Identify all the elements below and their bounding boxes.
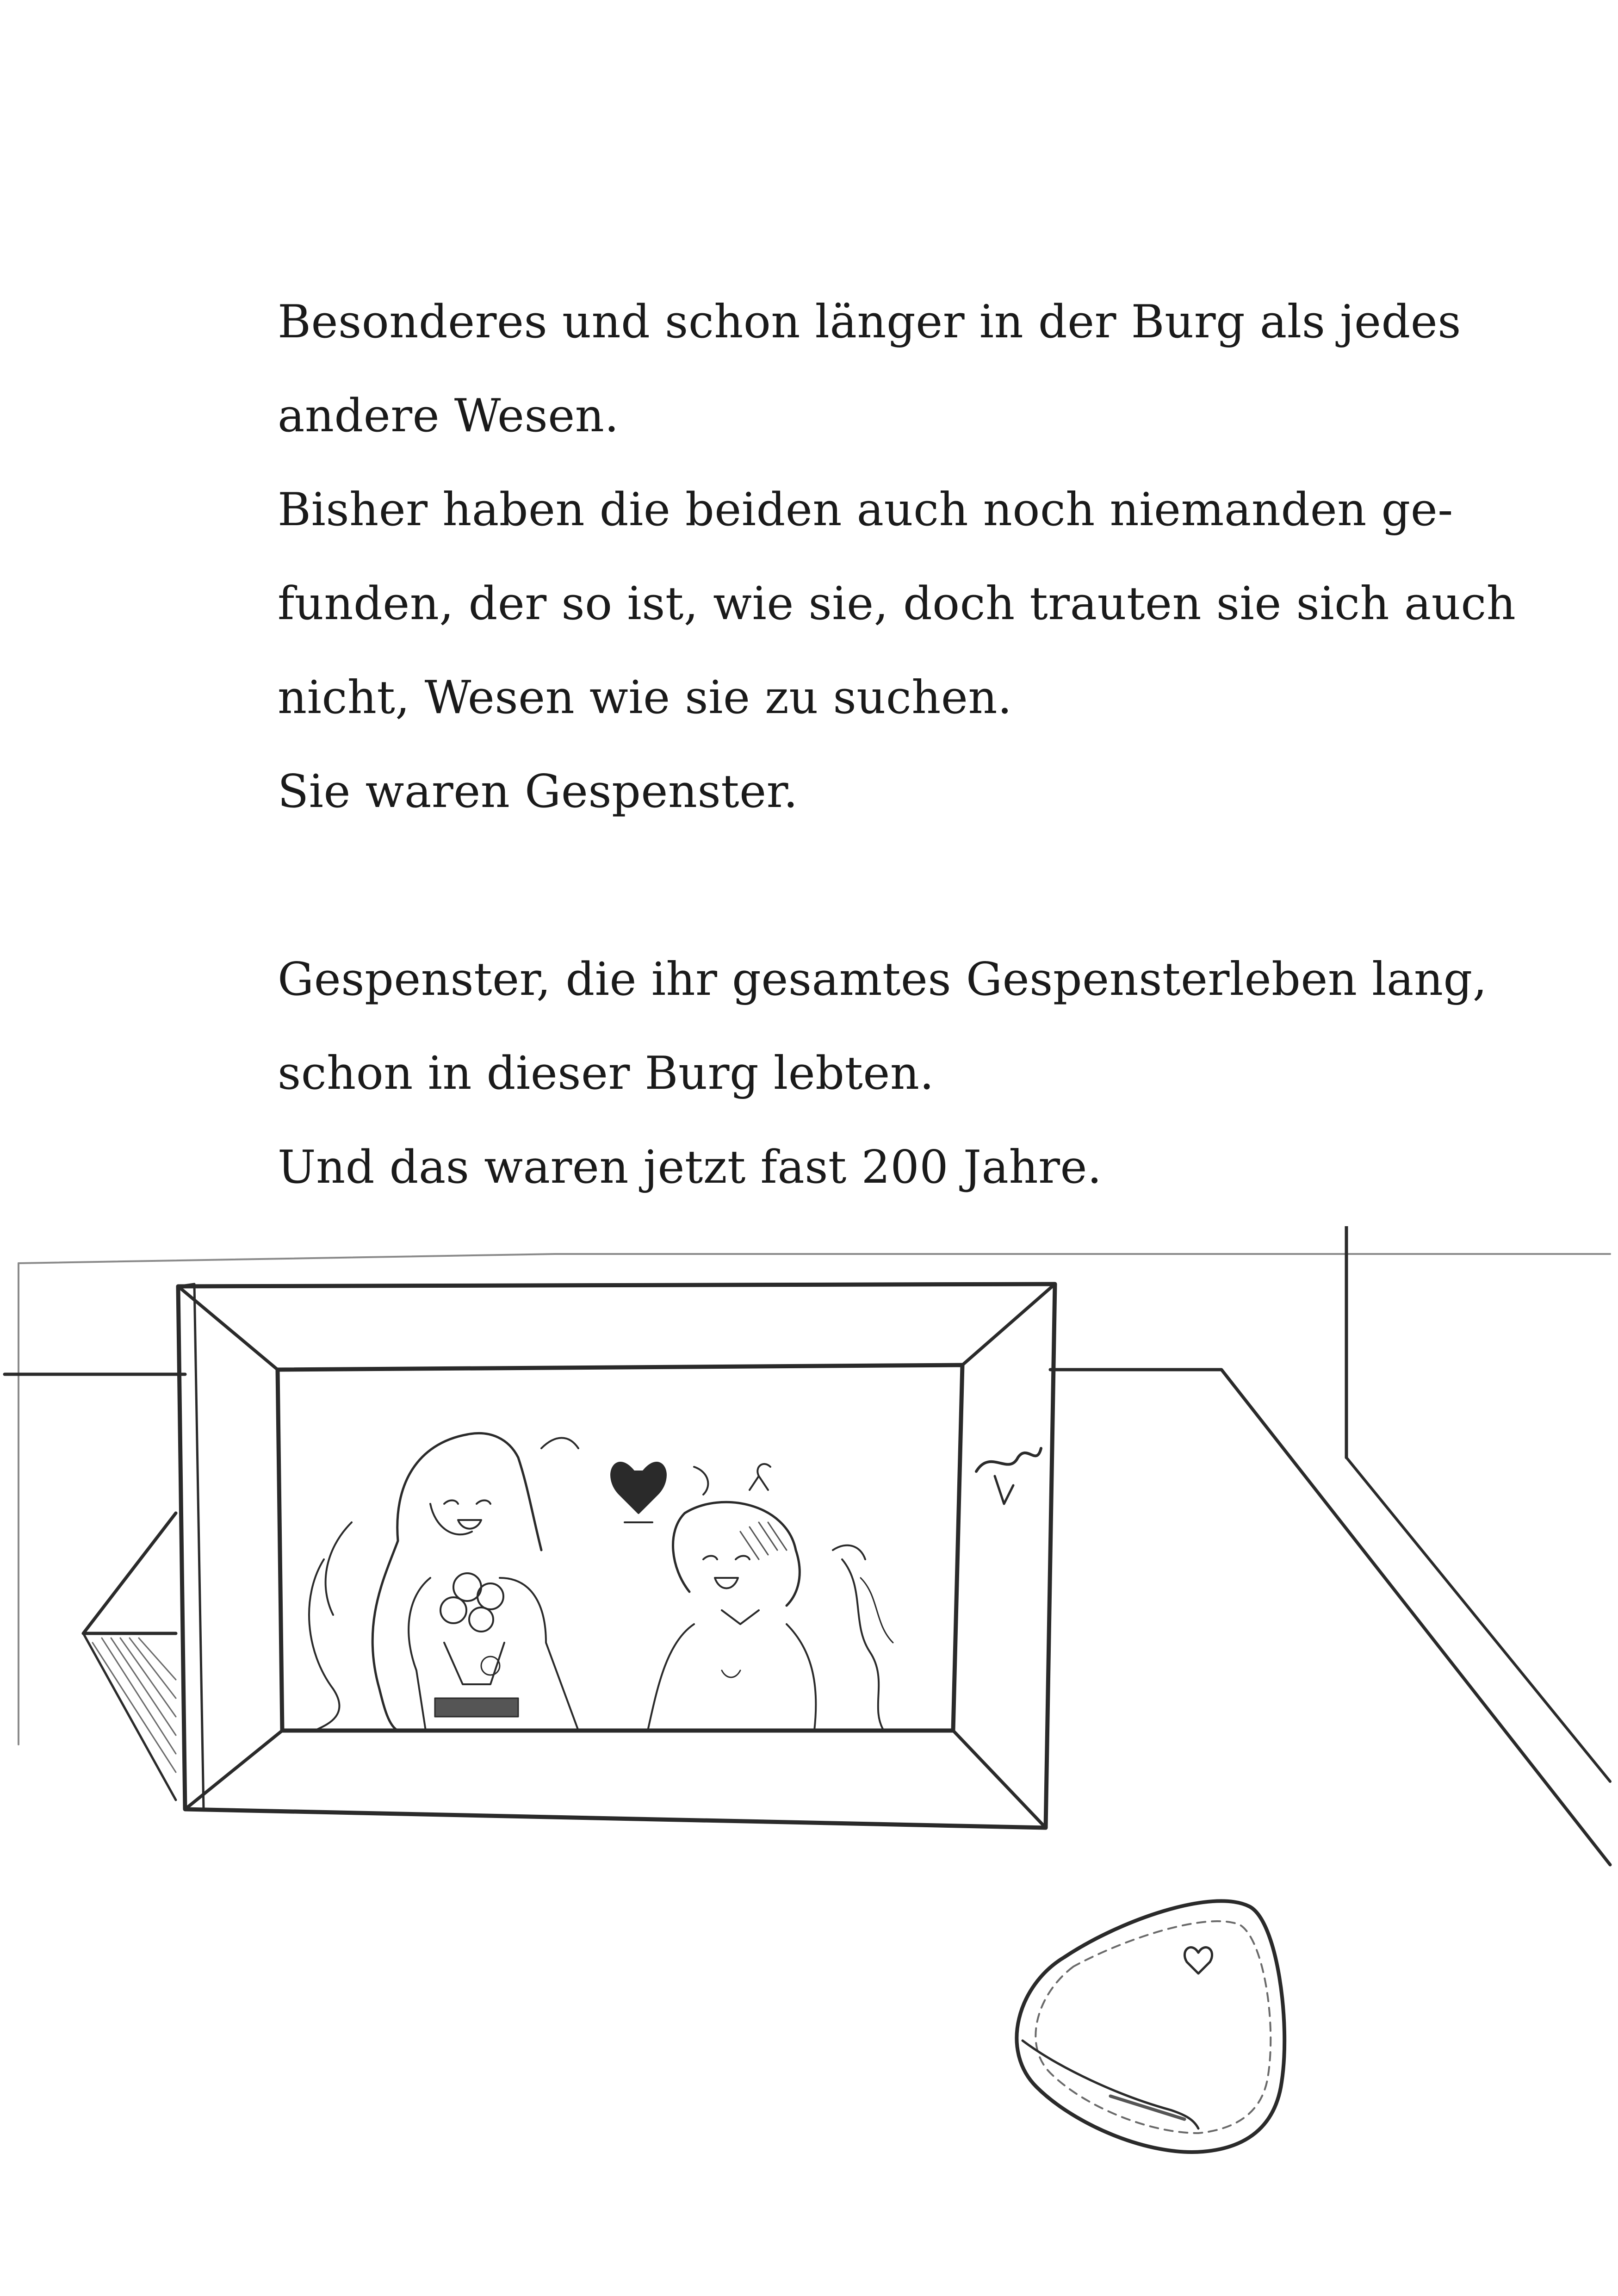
- story-line: Bisher haben die beiden auch noch niemanden ge-: [278, 484, 1453, 536]
- story-text: [278, 275, 1516, 1215]
- story-line: Sie waren Gespenster.: [278, 765, 798, 818]
- ghost-couple-drawing: [309, 1433, 893, 1731]
- story-line: schon in dieser Burg lebten.: [278, 1047, 935, 1100]
- illustration: [0, 1226, 1618, 2296]
- room-lines: [5, 1226, 1610, 1865]
- paragraph-gap: [278, 839, 1342, 933]
- story-line: Besonderes und schon länger in der Burg als jedes: [278, 296, 1462, 348]
- heart-icon: [1184, 1948, 1212, 1973]
- story-line: andere Wesen.: [278, 390, 620, 442]
- story-line: funden, der so ist, wie sie, doch trauten sie sich auch: [278, 577, 1516, 630]
- heart-icon: [611, 1463, 666, 1513]
- photo-frame: [83, 1284, 1055, 1828]
- story-line: Und das waren jetzt fast 200 Jahre.: [278, 1141, 1102, 1194]
- story-line: Gespenster, die ihr gesamtes Gespensterleben lang,: [278, 953, 1488, 1006]
- pillow-drawing: [1017, 1901, 1284, 2152]
- story-line: nicht, Wesen wie sie zu suchen.: [278, 671, 1012, 724]
